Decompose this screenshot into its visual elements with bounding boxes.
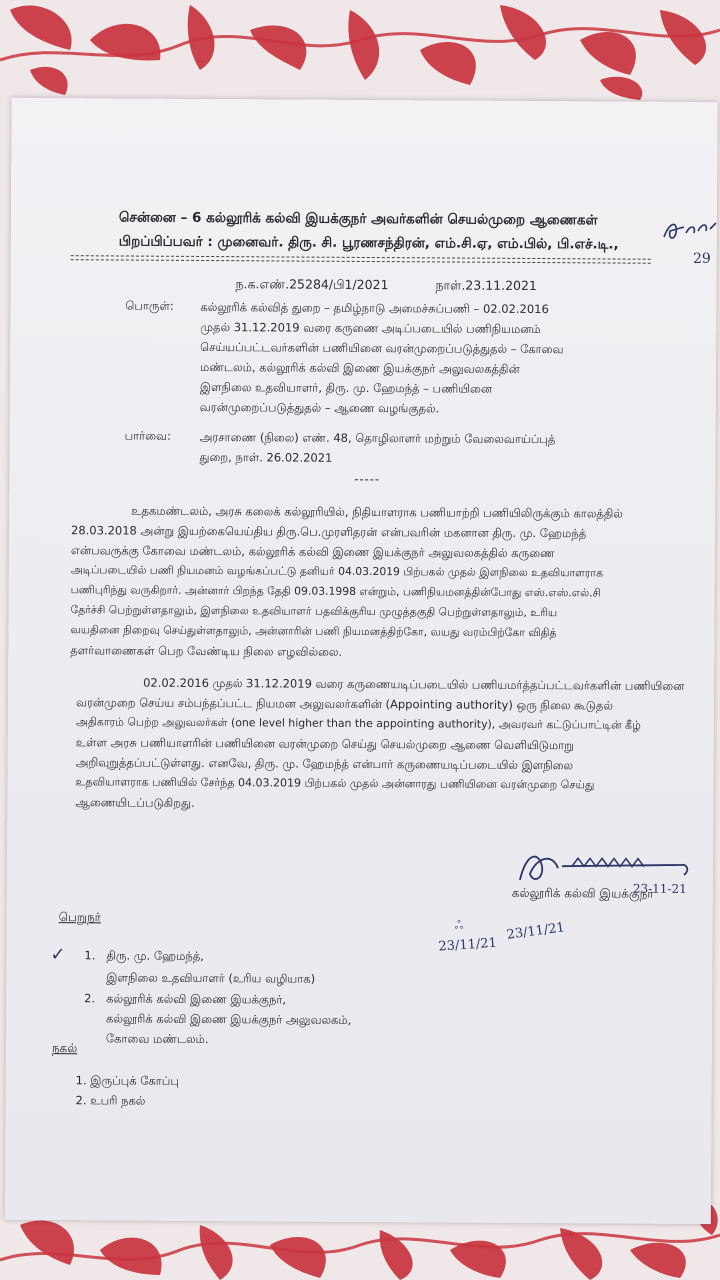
recipient-2-number: 2. <box>84 991 96 1006</box>
reference-number: ந.க.எண்.25284/பி1/2021 <box>235 276 389 293</box>
paragraph-line: உதகமண்டலம், அரசு கலைக் கல்லூரியில், நிதியாளராக பணியாற்றி பணியிலிருக்கும் காலத்தில் <box>131 503 623 521</box>
recipients-label: பெறுநர் <box>58 910 101 925</box>
subject-label: பொருள்: <box>125 298 174 313</box>
copy-label: நகல் <box>51 1041 78 1056</box>
document-page <box>5 98 718 1224</box>
reference-label: பார்வை: <box>124 428 171 443</box>
paragraph-line: உள்ள அரசு பணியாளரின் பணியினை வரன்முறை செய்து செயல்முறை ஆணை வெளியிடுமாறு <box>75 735 574 753</box>
paragraph-line: பணிபுரிந்து வருகிறார். அன்னார் பிறந்த தேதி 09.03.1998 என்றும், பணிநியமனத்தின்போது எஸ்.எஸ்.எல்.சி <box>70 583 602 600</box>
recipient-1-number: 1. <box>84 948 96 963</box>
paragraph-line: தேர்ச்சி பெற்றுள்ளதாலும், இளநிலை உதவியாளர் பதவிக்குரிய முழுத்தகுதி பெற்றுள்ளதாலும், உரிய <box>70 603 558 620</box>
subject-line: இளநிலை உதவியாளர், திரு. மு. ஹேமந்த் – பணியினை <box>199 379 493 396</box>
paragraph-line: அதிகாரம் பெற்ற அலுவலர்கள் (one level higher than the appointing authority), அவரவர் கட்டுப்பாட்டின் கீழ் <box>75 715 641 732</box>
paragraph-line: வரன்முறை செய்ய சம்பந்தப்பட்ட நியமன அலுவலர்களின் (Appointing authority) ஒரு நிலை கூடுதல் <box>75 695 613 713</box>
header-title: சென்னை – 6 கல்லூரிக் கல்வி இயக்குநர் அவர்களின் செயல்முறை ஆணைகள் <box>118 209 598 229</box>
reference-line: அரசாணை (நிலை) எண். 48, தொழிலாளர் மற்றும் வேலைவாய்ப்புத் <box>199 429 556 447</box>
paragraph-line: அறிவுறுத்தப்பட்டுள்ளது. எனவே, திரு. மு. ஹேமந்த் என்பார் கருணையடிப்படையில் இளநிலை <box>75 755 574 773</box>
handwritten-corner-note: 29 <box>693 251 711 267</box>
signature-date: 23-11-21 <box>632 881 687 896</box>
reference-separator: ----- <box>354 471 381 487</box>
recipient-1-line: இளநிலை உதவியாளர் (உரிய வழியாக) <box>106 970 316 986</box>
subject-line: மண்டலம், கல்லூரிக் கல்வி இணை இயக்குநர் அலுவலகத்தின் <box>199 359 520 376</box>
recipient-2-line: கோவை மண்டலம். <box>105 1031 209 1047</box>
paragraph-line: வயதினை நிறைவு செய்துள்ளதாலும், அன்னாரின் பணி நியமனத்திற்கோ, வயது வரம்பிற்கோ விதித் <box>70 623 557 640</box>
handwritten-date-b: 23/11/21 <box>505 920 566 943</box>
recipient-1-line: திரு. மு. ஹேமந்த், <box>106 948 204 964</box>
handwritten-corner-scribble <box>660 215 718 245</box>
handwritten-initial-a: ஃ <box>454 918 464 932</box>
header-separator-2 <box>71 259 651 264</box>
paragraph-line: உதவியாளராக பணியில் சேர்ந்த 04.03.2019 பிற்பகல் முதல் அன்னாரது பணியினை வரன்முறை செய்து <box>75 775 595 792</box>
check-mark-icon: ✓ <box>50 944 66 966</box>
header-issuer: பிறப்பிப்பவர் : முனைவர். திரு. சி. பூரணசந்திரன், எம்.சி.ஏ, எம்.பில், பி.எச்.டி., <box>118 233 619 253</box>
paragraph-line: 02.02.2016 முதல் 31.12.2019 வரை கருணையடிப்படையில் பணியமர்த்தப்பட்டவர்களின் பணியினை <box>143 675 685 693</box>
paragraph-line: ஆணையிடப்படுகிறது. <box>75 795 195 810</box>
handwritten-date-a: 23/11/21 <box>438 935 498 955</box>
subject-line: செய்யப்பட்டவர்களின் பணியினை வரன்முறைப்படுத்துதல் – கோவை <box>200 339 564 357</box>
reference-line: துறை, நாள். 26.02.2021 <box>199 449 333 465</box>
paragraph-line: தளர்வாணைகள் பெற வேண்டிய நிலை எழவில்லை. <box>70 643 343 659</box>
paragraph-line: 28.03.2018 அன்று இயற்கையெய்திய திரு.பெ.முரளிதரன் என்பவரின் மகனான திரு. மு. ஹேமந்த் <box>70 523 587 541</box>
subject-line: முதல் 31.12.2019 வரை கருணை அடிப்படையில் பணிநியமனம் <box>200 319 541 337</box>
subject-line: வரன்முறைப்படுத்துதல் – ஆணை வழங்குதல். <box>199 399 440 416</box>
recipient-2-line: கல்லூரிக் கல்வி இணை இயக்குநர் அலுவலகம், <box>106 1011 352 1027</box>
paragraph-line: என்பவருக்கு கோவை மண்டலம், கல்லூரிக் கல்வி இணை இயக்குநர் அலுவலகத்தில் கருணை <box>70 543 555 561</box>
copy-item: 1. இருப்புக் கோப்பு <box>75 1073 179 1088</box>
signatory-designation: கல்லூரிக் கல்வி இயக்குநர் <box>511 885 654 901</box>
copy-item: 2. உபரி நகல் <box>75 1093 146 1108</box>
order-date: நாள்.23.11.2021 <box>435 277 537 294</box>
subject-line: கல்லூரிக் கல்வித் துறை – தமிழ்நாடு அமைச்சுப்பணி – 02.02.2016 <box>200 299 549 317</box>
recipient-2-line: கல்லூரிக் கல்வி இணை இயக்குநர், <box>106 991 287 1007</box>
paragraph-line: அடிப்படையில் பணி நியமனம் வழங்கப்பட்டு தனியர் 04.03.2019 பிற்பகல் முதல் இளநிலை உதவியாளராக <box>70 563 604 580</box>
